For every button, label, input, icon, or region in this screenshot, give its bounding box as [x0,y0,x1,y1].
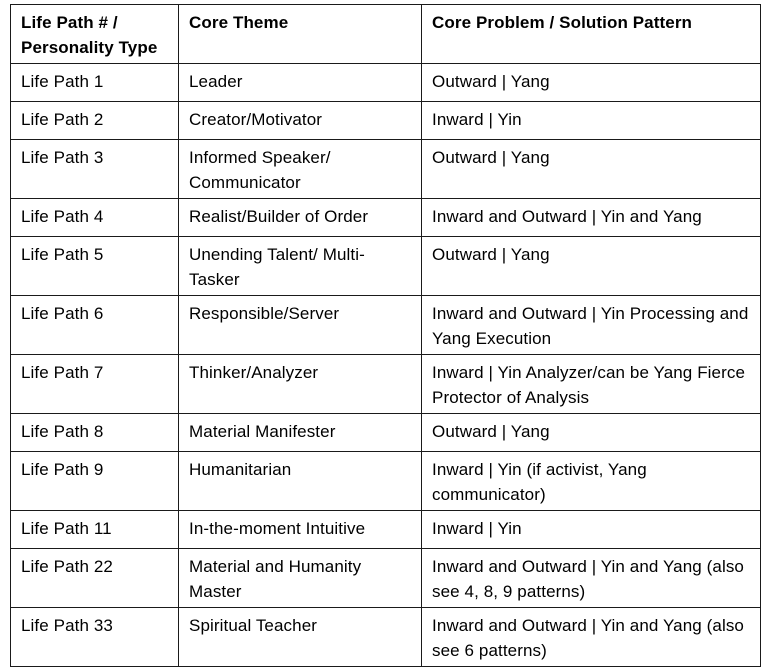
life-path-cell: Life Path 1 [11,64,179,102]
core-theme-cell: Humanitarian [179,452,422,511]
table-row [11,608,761,667]
core-theme-cell: In-the-moment Intuitive [179,511,422,549]
pattern-cell: Inward and Outward | Yin and Yang (also see 6 patterns) [422,608,761,667]
table-row [11,237,761,296]
core-theme-cell: Spiritual Teacher [179,608,422,667]
life-path-cell: Life Path 4 [11,199,179,237]
table-row [11,102,761,140]
pattern-cell: Outward | Yang [422,140,761,199]
core-theme-cell: Creator/Motivator [179,102,422,140]
table-row [11,140,761,199]
pattern-cell: Inward and Outward | Yin and Yang [422,199,761,237]
life-path-cell: Life Path 7 [11,355,179,414]
pattern-cell: Outward | Yang [422,414,761,452]
core-theme-cell: Leader [179,64,422,102]
core-theme-cell: Responsible/Server [179,296,422,355]
header-life-path: Life Path # / Personality Type [11,5,179,64]
life-path-cell: Life Path 3 [11,140,179,199]
core-theme-cell: Realist/Builder of Order [179,199,422,237]
pattern-cell: Inward | Yin [422,511,761,549]
table-header [11,5,761,64]
life-path-cell: Life Path 11 [11,511,179,549]
header-pattern: Core Problem / Solution Pattern [422,5,761,64]
pattern-cell: Inward and Outward | Yin and Yang (also see 4, 8, 9 patterns) [422,549,761,608]
table-row [11,296,761,355]
life-path-cell: Life Path 22 [11,549,179,608]
life-path-cell: Life Path 2 [11,102,179,140]
table-row [11,64,761,102]
life-path-cell: Life Path 8 [11,414,179,452]
pattern-cell: Inward | Yin Analyzer/can be Yang Fierce Protector of Analysis [422,355,761,414]
table-row [11,452,761,511]
life-path-cell: Life Path 9 [11,452,179,511]
table-row [11,549,761,608]
table-body [11,64,761,667]
core-theme-cell: Thinker/Analyzer [179,355,422,414]
header-core-theme: Core Theme [179,5,422,64]
life-path-cell: Life Path 33 [11,608,179,667]
life-path-table [10,4,761,667]
pattern-cell: Outward | Yang [422,64,761,102]
table-row [11,355,761,414]
table-row [11,414,761,452]
core-theme-cell: Material and Humanity Master [179,549,422,608]
table-row [11,199,761,237]
core-theme-cell: Unending Talent/ Multi-Tasker [179,237,422,296]
pattern-cell: Inward | Yin [422,102,761,140]
core-theme-cell: Informed Speaker/ Communicator [179,140,422,199]
header-row [11,5,761,64]
life-path-cell: Life Path 6 [11,296,179,355]
pattern-cell: Outward | Yang [422,237,761,296]
pattern-cell: Inward and Outward | Yin Processing and Yang Execution [422,296,761,355]
table-row [11,511,761,549]
core-theme-cell: Material Manifester [179,414,422,452]
life-path-cell: Life Path 5 [11,237,179,296]
pattern-cell: Inward | Yin (if activist, Yang communicator) [422,452,761,511]
